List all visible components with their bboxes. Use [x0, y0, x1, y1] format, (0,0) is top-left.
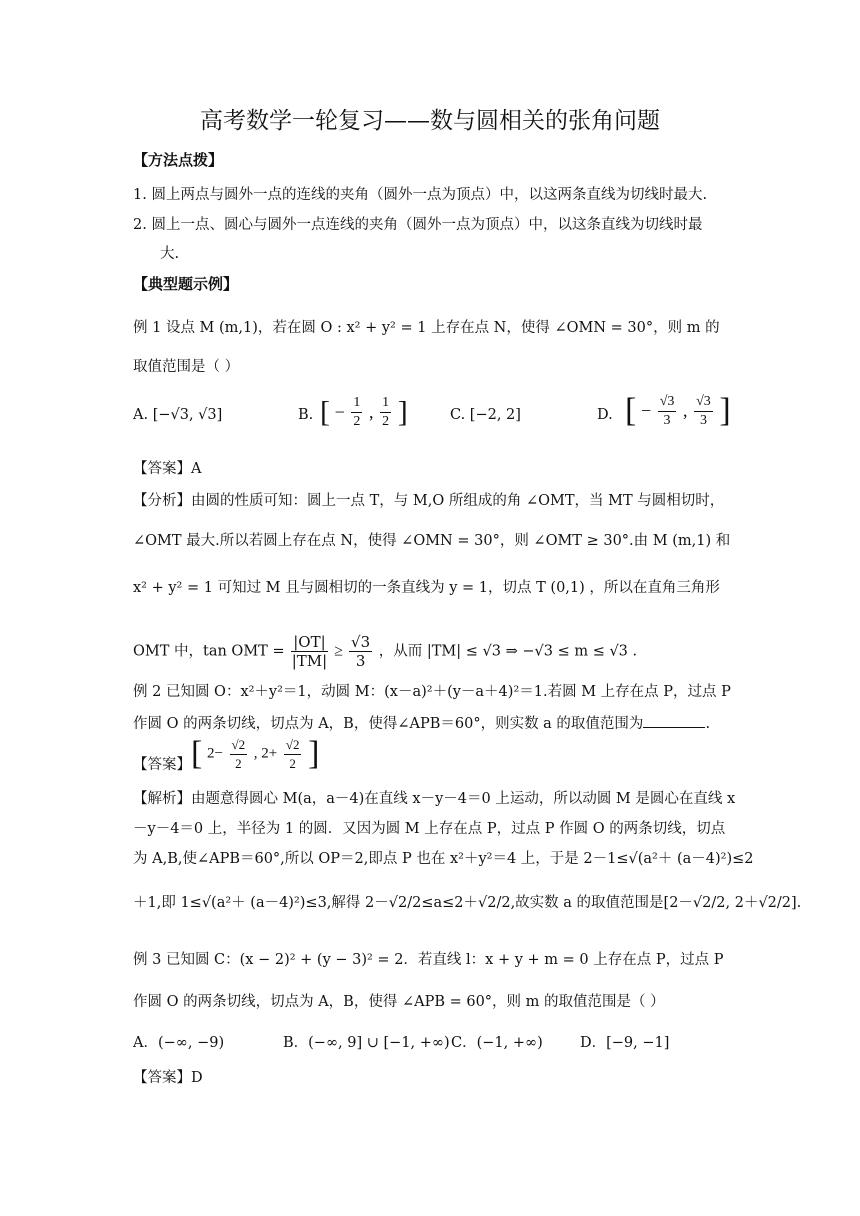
ex2-question-line2 — [133, 713, 710, 734]
sqrt3-over-3: $\frac{√3}{3}$ — [351, 633, 371, 670]
ex2-solution-line4: ＋1,即 1≤√(a²＋ (a－4)²)≤3,解得 2－√2/2≤a≤2＋√2/2,故实数 a 的取值范围是[2－√2/2, 2＋√2/2]. — [133, 895, 802, 911]
ex2-answer-label: 【答案】 — [133, 757, 191, 773]
ex1-option-d-label: D. — [597, 407, 613, 423]
ex3-option-a: A．(−∞, −9) — [133, 1035, 225, 1051]
ex3-answer: 【答案】D — [133, 1070, 203, 1086]
ex3-question-line1: 例 3 已知圆 C：(x − 2)² + (y − 3)² = 2．若直线 l：x + y + m = 0 上存在点 P，过点 P — [133, 952, 724, 968]
ex1-question-line2: 取值范围是（ ） — [133, 359, 240, 375]
ex1-option-b-label: B. — [298, 407, 314, 423]
examples-heading: 【典型题示例】 — [133, 275, 239, 293]
ex1-question-line1: 例 1 设点 M (m,1)，若在圆 O : x² + y² = 1 上存在点 N，使得 ∠OMN = 30°，则 m 的 — [133, 320, 720, 336]
tan-fraction: $\frac{|OT|}{|TM|}$ — [291, 633, 328, 670]
method-item-1: 1. 圆上两点与圆外一点的连线的夹角（圆外一点为顶点）中，以这两条直线为切线时最大. — [133, 187, 708, 203]
ex2-question-line2-text: 作圆 O 的两条切线，切点为 A，B，使得∠APB＝60°，则实数 a 的取值范围为 — [133, 716, 644, 732]
ex3-question-line2: 作圆 O 的两条切线，切点为 A，B，使得 ∠APB = 60°，则 m 的取值范围是（ ） — [133, 994, 665, 1010]
page-title: 高考数学一轮复习——数与圆相关的张角问题 — [200, 108, 660, 134]
ex1-analysis-line4: OMT 中，tan OMT = $\frac{|OT|}{|TM|}$ ≥ $\frac{√3}{3}$ ，从而 |TM| ≤ √3 ⇒ −√3 ≤ m ≤ √3 . — [133, 633, 638, 670]
ex1-analysis-line4-pre: OMT 中，tan OMT = — [133, 643, 285, 660]
ex1-option-b-math: [ − $\frac{1}{2}$ , $\frac{1}{2}$ ] — [320, 395, 408, 429]
ex2-question-line2-end: . — [705, 716, 711, 732]
ex1-answer: 【答案】A — [133, 461, 202, 477]
ex3-option-d: D．[−9, −1] — [580, 1035, 670, 1051]
ex1-option-a: A. [−√3, √3] — [133, 407, 223, 423]
ex2-question-line1: 例 2 已知圆 O：x²＋y²＝1，动圆 M：(x－a)²＋(y－a＋4)²＝1.若圆 M 上存在点 P，过点 P — [133, 684, 731, 700]
ex3-option-c: C．(−1, +∞) — [451, 1035, 543, 1051]
method-item-2: 2. 圆上一点、圆心与圆外一点连线的夹角（圆外一点为顶点）中，以这条直线为切线时最 — [133, 217, 703, 233]
ex2-solution-line3: 为 A,B,使∠APB＝60°,所以 OP＝2,即点 P 也在 x²＋y²＝4 上，于是 2－1≤√(a²＋ (a－4)²)≤2 — [133, 851, 754, 867]
method-item-2-cont: 大. — [160, 246, 180, 262]
ex1-analysis-line2: ∠OMT 最大.所以若圆上存在点 N，使得 ∠OMN = 30°，则 ∠OMT ≥ 30°.由 M (m,1) 和 — [133, 533, 731, 549]
method-heading: 【方法点拨】 — [133, 151, 224, 169]
ex3-option-b: B．(−∞, 9] ∪ [−1, +∞) — [283, 1035, 450, 1051]
answer-blank — [643, 713, 705, 728]
ex1-analysis-line3: x² + y² = 1 可知过 M 且与圆相切的一条直线为 y = 1，切点 T (0,1) ，所以在直角三角形 — [133, 580, 720, 596]
ex1-option-c: C. [−2, 2] — [450, 407, 521, 423]
ex2-solution-line1: 【解析】由题意得圆心 M(a，a－4)在直线 x－y－4＝0 上运动，所以动圆 M 是圆心在直线 x — [133, 791, 736, 807]
ex2-answer-math: [ 2− $\frac{√2}{2}$ , 2+ $\frac{√2}{2}$ ] — [191, 735, 320, 772]
ex1-analysis-line4-post: ，从而 |TM| ≤ √3 ⇒ −√3 ≤ m ≤ √3 . — [378, 643, 638, 660]
ex1-option-d-math: [ − $\frac{√3}{3}$ , $\frac{√3}{3}$ ] — [625, 392, 731, 429]
ex1-analysis-line1: 【分析】由圆的性质可知：圆上一点 T，与 M,O 所组成的角 ∠OMT，当 MT 与圆相切时， — [133, 493, 725, 509]
ex2-solution-line2: －y－4＝0 上，半径为 1 的圆．又因为圆 M 上存在点 P，过点 P 作圆 O 的两条切线，切点 — [133, 821, 726, 837]
